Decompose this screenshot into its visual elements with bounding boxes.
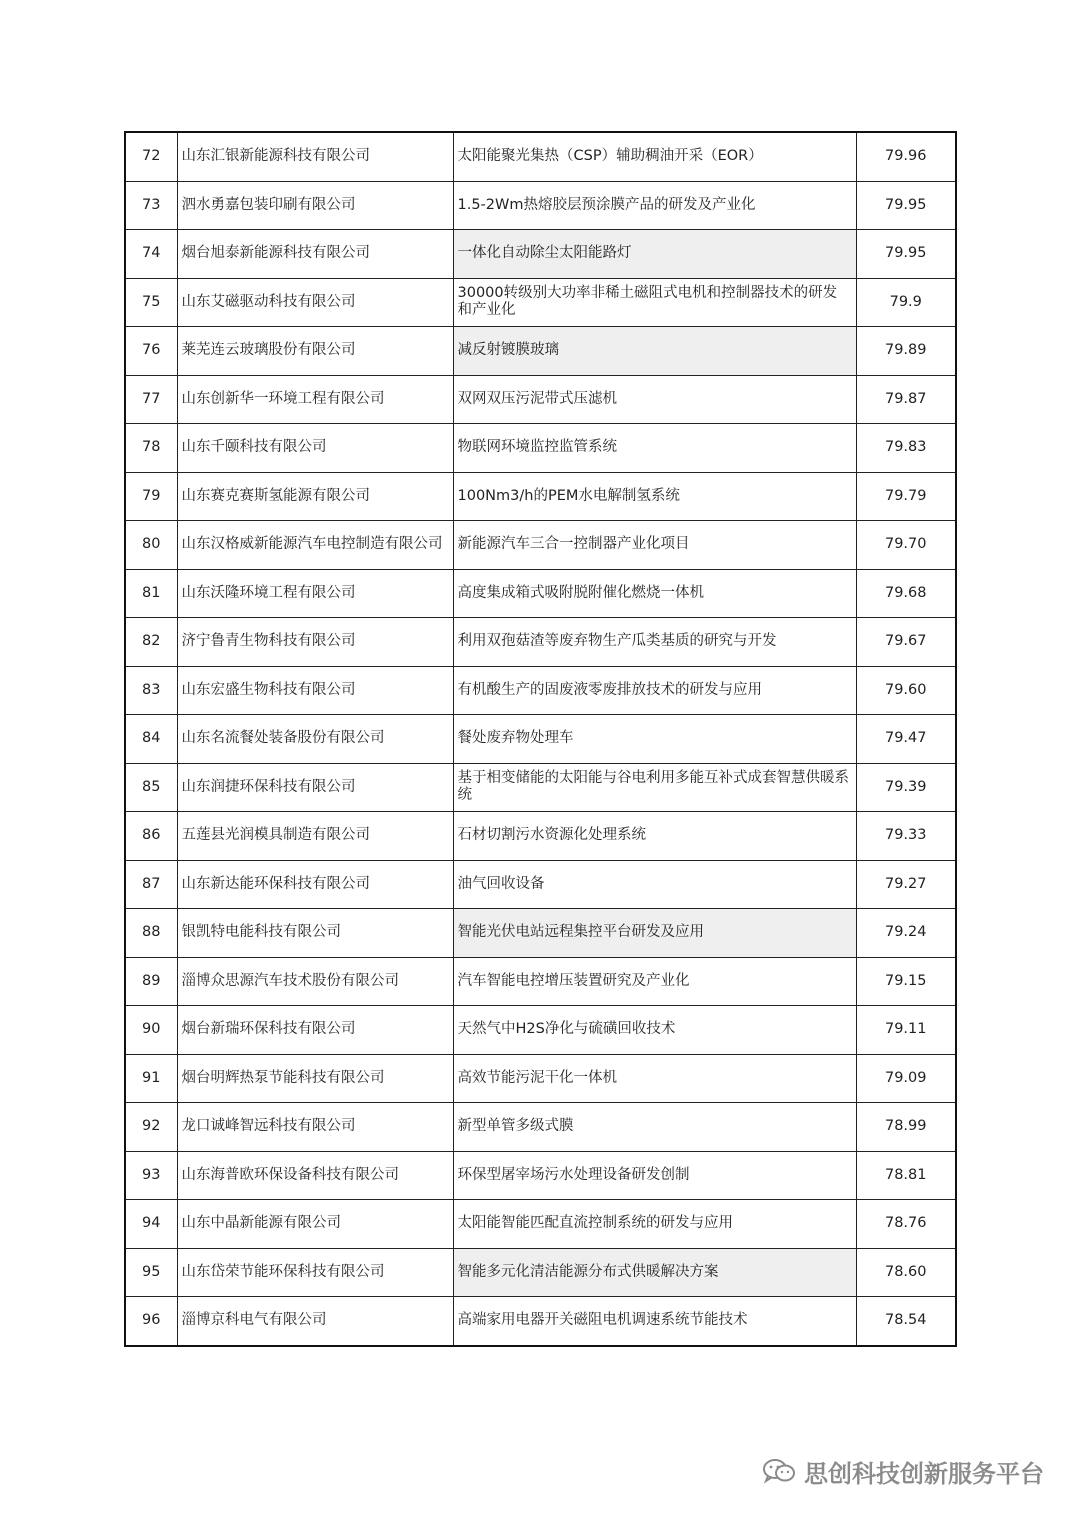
wechat-icon <box>762 1458 796 1484</box>
score-cell: 79.15 <box>856 957 956 1006</box>
project-cell: 利用双孢菇渣等废弃物生产瓜类基质的研究与开发 <box>453 618 856 667</box>
score-cell: 79.60 <box>856 666 956 715</box>
table-row <box>125 1006 956 1055</box>
table-row <box>125 472 956 521</box>
row-number-cell: 92 <box>125 1103 177 1152</box>
project-cell: 环保型屠宰场污水处理设备研发创制 <box>453 1151 856 1200</box>
score-cell: 79.70 <box>856 521 956 570</box>
score-cell: 79.68 <box>856 569 956 618</box>
company-cell: 济宁鲁青生物科技有限公司 <box>177 618 453 667</box>
row-number-cell: 76 <box>125 327 177 376</box>
table-row <box>125 812 956 861</box>
project-cell: 高效节能污泥干化一体机 <box>453 1054 856 1103</box>
company-cell: 山东宏盛生物科技有限公司 <box>177 666 453 715</box>
company-cell: 龙口诚峰智远科技有限公司 <box>177 1103 453 1152</box>
row-number-cell: 91 <box>125 1054 177 1103</box>
company-cell: 银凯特电能科技有限公司 <box>177 909 453 958</box>
project-cell: 太阳能智能匹配直流控制系统的研发与应用 <box>453 1200 856 1249</box>
company-cell: 五莲县光润模具制造有限公司 <box>177 812 453 861</box>
project-cell: 高端家用电器开关磁阻电机调速系统节能技术 <box>453 1297 856 1346</box>
row-number-cell: 78 <box>125 424 177 473</box>
watermark-text: 思创科技创新服务平台 <box>804 1459 1044 1488</box>
project-cell: 30000转级别大功率非稀土磁阻式电机和控制器技术的研发和产业化 <box>453 278 856 327</box>
score-cell: 78.60 <box>856 1248 956 1297</box>
company-cell: 烟台旭泰新能源科技有限公司 <box>177 230 453 279</box>
table-row <box>125 860 956 909</box>
table-row <box>125 1151 956 1200</box>
row-number-cell: 94 <box>125 1200 177 1249</box>
row-number-cell: 90 <box>125 1006 177 1055</box>
score-cell: 79.24 <box>856 909 956 958</box>
score-cell: 79.96 <box>856 132 956 181</box>
row-number-cell: 86 <box>125 812 177 861</box>
row-number-cell: 75 <box>125 278 177 327</box>
row-number-cell: 87 <box>125 860 177 909</box>
table-body <box>125 132 956 1346</box>
row-number-cell: 77 <box>125 375 177 424</box>
company-cell: 山东千颐科技有限公司 <box>177 424 453 473</box>
row-number-cell: 96 <box>125 1297 177 1346</box>
company-cell: 烟台新瑞环保科技有限公司 <box>177 1006 453 1055</box>
project-cell: 智能多元化清洁能源分布式供暖解决方案 <box>453 1248 856 1297</box>
row-number-cell: 93 <box>125 1151 177 1200</box>
company-cell: 山东海普欧环保设备科技有限公司 <box>177 1151 453 1200</box>
company-cell: 莱芜连云玻璃股份有限公司 <box>177 327 453 376</box>
row-number-cell: 88 <box>125 909 177 958</box>
score-cell: 79.95 <box>856 230 956 279</box>
score-cell: 79.39 <box>856 763 956 812</box>
score-cell: 78.81 <box>856 1151 956 1200</box>
table-row <box>125 909 956 958</box>
company-cell: 山东艾磁驱动科技有限公司 <box>177 278 453 327</box>
table-row <box>125 957 956 1006</box>
company-cell: 山东名流餐处装备股份有限公司 <box>177 715 453 764</box>
company-cell: 山东汇银新能源科技有限公司 <box>177 132 453 181</box>
row-number-cell: 89 <box>125 957 177 1006</box>
table-row <box>125 1054 956 1103</box>
row-number-cell: 73 <box>125 181 177 230</box>
table-row <box>125 666 956 715</box>
project-cell: 基于相变储能的太阳能与谷电利用多能互补式成套智慧供暖系统 <box>453 763 856 812</box>
table-row <box>125 1103 956 1152</box>
company-cell: 山东沃隆环境工程有限公司 <box>177 569 453 618</box>
score-cell: 79.83 <box>856 424 956 473</box>
score-cell: 79.33 <box>856 812 956 861</box>
company-cell: 山东新达能环保科技有限公司 <box>177 860 453 909</box>
table-row <box>125 375 956 424</box>
row-number-cell: 74 <box>125 230 177 279</box>
score-cell: 79.09 <box>856 1054 956 1103</box>
project-cell: 新型单管多级式膜 <box>453 1103 856 1152</box>
row-number-cell: 85 <box>125 763 177 812</box>
project-cell: 天然气中H2S净化与硫磺回收技术 <box>453 1006 856 1055</box>
project-cell: 高度集成箱式吸附脱附催化燃烧一体机 <box>453 569 856 618</box>
project-cell: 双网双压污泥带式压滤机 <box>453 375 856 424</box>
row-number-cell: 83 <box>125 666 177 715</box>
project-cell: 100Nm3/h的PEM水电解制氢系统 <box>453 472 856 521</box>
project-cell: 餐处废弃物处理车 <box>453 715 856 764</box>
project-cell: 有机酸生产的固废液零废排放技术的研发与应用 <box>453 666 856 715</box>
row-number-cell: 80 <box>125 521 177 570</box>
table-row <box>125 132 956 181</box>
project-cell: 油气回收设备 <box>453 860 856 909</box>
company-cell: 山东赛克赛斯氢能源有限公司 <box>177 472 453 521</box>
company-cell: 山东岱荣节能环保科技有限公司 <box>177 1248 453 1297</box>
project-cell: 新能源汽车三合一控制器产业化项目 <box>453 521 856 570</box>
score-cell: 79.95 <box>856 181 956 230</box>
table-row <box>125 327 956 376</box>
table-row <box>125 569 956 618</box>
table-row <box>125 1200 956 1249</box>
project-cell: 减反射镀膜玻璃 <box>453 327 856 376</box>
project-cell: 石材切割污水资源化处理系统 <box>453 812 856 861</box>
table-row <box>125 424 956 473</box>
score-cell: 78.54 <box>856 1297 956 1346</box>
company-cell: 山东中晶新能源有限公司 <box>177 1200 453 1249</box>
project-cell: 1.5-2Wm热熔胶层预涂膜产品的研发及产业化 <box>453 181 856 230</box>
company-cell: 淄博京科电气有限公司 <box>177 1297 453 1346</box>
score-cell: 79.47 <box>856 715 956 764</box>
row-number-cell: 82 <box>125 618 177 667</box>
table-row <box>125 230 956 279</box>
project-cell: 一体化自动除尘太阳能路灯 <box>453 230 856 279</box>
project-cell: 物联网环境监控监管系统 <box>453 424 856 473</box>
table-row <box>125 763 956 812</box>
score-cell: 79.27 <box>856 860 956 909</box>
score-cell: 79.9 <box>856 278 956 327</box>
table-row <box>125 278 956 327</box>
company-cell: 淄博众思源汽车技术股份有限公司 <box>177 957 453 1006</box>
row-number-cell: 79 <box>125 472 177 521</box>
score-cell: 79.89 <box>856 327 956 376</box>
score-cell: 79.11 <box>856 1006 956 1055</box>
watermark <box>762 1453 1044 1489</box>
row-number-cell: 72 <box>125 132 177 181</box>
project-cell: 智能光伏电站远程集控平台研发及应用 <box>453 909 856 958</box>
company-cell: 泗水勇嘉包装印刷有限公司 <box>177 181 453 230</box>
project-cell: 汽车智能电控增压装置研究及产业化 <box>453 957 856 1006</box>
table-row <box>125 1297 956 1346</box>
project-cell: 太阳能聚光集热（CSP）辅助稠油开采（EOR） <box>453 132 856 181</box>
score-cell: 78.76 <box>856 1200 956 1249</box>
company-cell: 山东创新华一环境工程有限公司 <box>177 375 453 424</box>
row-number-cell: 81 <box>125 569 177 618</box>
table-row <box>125 618 956 667</box>
company-cell: 烟台明辉热泵节能科技有限公司 <box>177 1054 453 1103</box>
row-number-cell: 84 <box>125 715 177 764</box>
table-row <box>125 521 956 570</box>
company-cell: 山东润捷环保科技有限公司 <box>177 763 453 812</box>
score-cell: 79.79 <box>856 472 956 521</box>
row-number-cell: 95 <box>125 1248 177 1297</box>
project-ranking-table <box>124 131 957 1347</box>
table-row <box>125 1248 956 1297</box>
score-cell: 79.67 <box>856 618 956 667</box>
score-cell: 79.87 <box>856 375 956 424</box>
company-cell: 山东汉格威新能源汽车电控制造有限公司 <box>177 521 453 570</box>
score-cell: 78.99 <box>856 1103 956 1152</box>
table-row <box>125 715 956 764</box>
table-row <box>125 181 956 230</box>
